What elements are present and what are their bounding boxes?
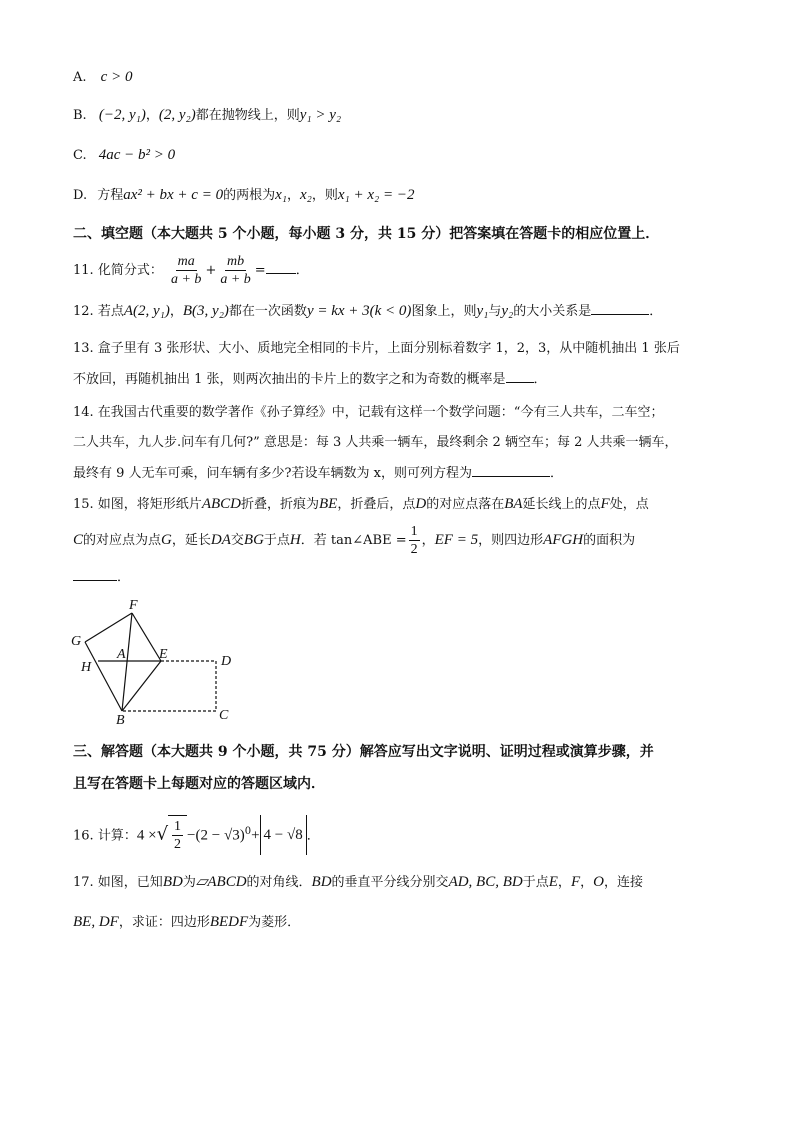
q17-text-1b: 为 [182,875,196,890]
q16-minus: − [187,827,196,844]
q11-equals: = [254,263,266,278]
q11-fraction-2-den: a + b [220,272,251,287]
q15-fraction-den: 2 [410,542,418,557]
segment-fe [132,613,161,661]
q15-text-2f: ， [421,533,435,548]
q11-end: ． [295,263,309,278]
q14-text: 最终有 9 人无车可乘，问车辆有多少?若设车辆数为 x，则可列方程为 [73,466,472,481]
option-d-text-3: ，则 [311,188,338,203]
q12-end: ． [649,304,663,319]
label-a: A [117,647,126,662]
option-b-point-2: (2, y₂) [158,107,196,123]
option-d-text-2: 的两根为 [223,188,276,203]
question-15-line-2 [73,520,635,561]
q11-plus: + [205,263,217,278]
q17-text-2c: 为菱形． [248,915,301,930]
q12-point-b: B(3, y₂) [182,303,229,319]
option-d-sep: ， [286,188,300,203]
option-b-text: 都在抛物线上，则 [195,108,300,123]
question-15-line-3 [73,568,130,587]
section-3-heading-line-1: 三、解答题（本大题共 9 个小题，共 75 分）解答应写出文字说明、证明过程或演算步骤，并 [73,744,654,760]
option-c-expr: 4ac − b² > 0 [98,147,176,163]
q12-text-5: 的大小关系是 [513,304,592,319]
label-e: E [159,647,168,662]
q11-fraction-2-num: mb [227,254,245,269]
q11-text: 化简分式： [97,263,163,278]
option-d-root-2: x₂ [300,187,312,203]
q16-exponent: 0 [244,826,252,837]
q15-text-2c: 交 [230,533,244,548]
q11-fraction-1 [169,253,203,288]
q15-text-1a: 15. 如图，将矩形纸片 [73,497,202,512]
q12-text-4: 与 [488,304,502,319]
option-c-label: C. [73,148,87,163]
q17-sep-2: ， [580,875,594,890]
question-14-line-3 [73,464,563,483]
q17-text-1a: 17. 如图，已知 [73,875,163,890]
q17-segments: AD, BC, BD [448,874,523,890]
q16-absolute: 4 − √8 [260,815,307,855]
q15-h: H [289,532,301,548]
q15-geometry-figure [66,597,246,727]
q14-answer-blank [472,464,550,477]
q16-sqrt-den: 2 [174,837,182,853]
q15-bg: BG [243,532,264,548]
q15-da: DA [210,532,231,548]
question-17-line-1 [73,873,643,892]
q17-bedf: BEDF [209,914,249,930]
q11-fraction-1-den: a + b [170,272,202,287]
option-b-label: B. [73,108,87,123]
q17-be-df: BE, DF [73,914,119,930]
q13-end: ． [533,372,547,387]
q15-c: C [73,532,84,548]
question-11 [73,252,309,290]
option-b-inequality: y₁ > y₂ [299,107,342,123]
question-12 [73,302,662,321]
q12-text-3: 图象上，则 [411,304,477,319]
option-d-root-1: x₁ [275,187,287,203]
q11-fraction-2 [218,253,252,288]
q15-abcd: ABCD [201,496,241,512]
option-d-equation: ax² + bx + c = 0 [123,187,224,203]
label-d: D [221,654,232,669]
q17-text-1f: ，连接 [603,875,643,890]
q12-answer-blank [591,302,649,315]
q12-y2: y₂ [501,303,514,319]
q15-tan-text: ．若 tan∠ABE = [300,533,407,548]
q13-text: 不放回，再随机抽出 1 张，则两次抽出的卡片上的数字之和为奇数的概率是 [73,372,506,387]
q12-y1: y₁ [476,303,489,319]
q15-fraction [409,523,420,558]
question-15-line-1 [73,495,649,514]
q15-text-1b: 折叠，折痕为 [240,497,319,512]
q15-ef: EF = 5 [434,532,479,548]
question-17-line-2 [73,913,300,932]
q16-coef: 4 × [136,827,157,844]
label-b: B [116,713,125,727]
q16-end: ． [306,828,320,844]
section-2-heading: 二、填空题（本大题共 5 个小题，每小题 3 分，共 15 分）把答案填在答题卡的相应位置上． [73,226,660,242]
q16-number: 16. [73,828,94,844]
option-d-text-1: 方程 [97,188,124,203]
section-3-heading-line-2: 且写在答题卡上每题对应的答题区域内． [73,776,325,792]
q16-plus: + [251,827,260,844]
q15-be: BE [319,496,338,512]
q17-text-2b: ，求证：四边形 [118,915,210,930]
q17-bd-2: BD [311,874,332,890]
q15-text-2b: ，延长 [171,533,211,548]
q15-text-2g: ，则四边形 [478,533,544,548]
q17-text-1e: 于点 [522,875,549,890]
option-b-sep: ， [145,108,159,123]
q15-d: D [415,496,427,512]
q15-afgh: AFGH [543,532,584,548]
q17-bd: BD [162,874,183,890]
q15-ba: BA [504,496,523,512]
option-a-expr: c > 0 [100,69,133,85]
q16-sqrt: √ [156,823,169,845]
option-a-label: A. [73,70,87,85]
q17-text-1c: 的对角线． [246,875,312,890]
q15-text-1f: 处，点 [609,497,649,512]
q15-text-1e: 延长线上的点 [522,497,601,512]
figure-solid-lines [85,613,161,711]
q16-paren: (2 − √3) [195,827,245,844]
label-g: G [71,634,82,649]
q15-answer-blank [73,568,117,581]
question-13-line-1: 13. 盒子里有 3 张形状、大小、质地完全相同的卡片，上面分别标着数字 1，2，3，从中随机抽出 1 张后 [73,341,680,356]
option-d-sum: x₁ + x₂ = −2 [337,187,415,203]
segment-fg [85,613,132,642]
q15-text-2a: 的对应点为点 [83,533,162,548]
q17-o: O [593,874,604,890]
q12-number: 12. [73,304,94,319]
option-d [73,186,415,205]
q17-e: E [548,874,558,890]
question-14-line-2: 二人共车，九人步.问车有几何?” 意思是：每 3 人共乘一辆车，最终剩余 2 辆空车；每 2 人共乘一辆车， [73,435,678,450]
q15-g: G [161,532,172,548]
q12-text-1: 若点 [97,304,124,319]
q16-sqrt-fraction [172,818,183,853]
option-a [73,68,132,87]
q17-text-1d: 的垂直平分线分别交 [331,875,449,890]
q17-f: F [570,874,581,890]
q11-answer-blank [266,261,296,274]
q16-sqrt-body [168,815,187,856]
q15-end: ． [117,570,131,585]
figure-dashed-lines [122,661,216,711]
q11-number: 11. [73,263,94,278]
q15-f: F [600,496,610,512]
q13-answer-blank [506,370,534,383]
option-d-label: D. [73,188,88,203]
segment-eb [122,661,161,711]
segment-fb [122,613,132,711]
q15-text-1d: 的对应点落在 [426,497,505,512]
label-f: F [129,598,138,613]
q16-text: 计算： [97,828,137,844]
question-13-line-2 [73,370,547,389]
q12-point-a: A(2, y₁) [123,303,170,319]
q17-sep-1: ， [557,875,571,890]
option-b [73,106,341,125]
q15-text-2h: 的面积为 [583,533,636,548]
q15-text-1c: ，折叠后，点 [337,497,416,512]
q12-text-2: 都在一次函数 [228,304,307,319]
q11-fraction-1-num: ma [177,254,195,269]
q16-sqrt-num: 1 [174,819,182,835]
label-c: C [219,708,229,723]
question-16 [73,812,320,856]
q15-fraction-num: 1 [410,524,418,539]
q17-parallelogram: ▱ABCD [195,874,247,890]
question-14-line-1: 14. 在我国古代重要的数学著作《孙子算经》中，记载有这样一个数学问题：“今有三人共车，二车空； [73,405,664,420]
option-b-point-1: (−2, y₁) [98,107,146,123]
q12-sep: ， [169,304,183,319]
q14-end: ． [549,466,563,481]
q12-function: y = kx + 3(k < 0) [306,303,412,319]
option-c [73,146,175,165]
label-h: H [81,660,92,675]
q15-text-2d: 于点 [263,533,290,548]
